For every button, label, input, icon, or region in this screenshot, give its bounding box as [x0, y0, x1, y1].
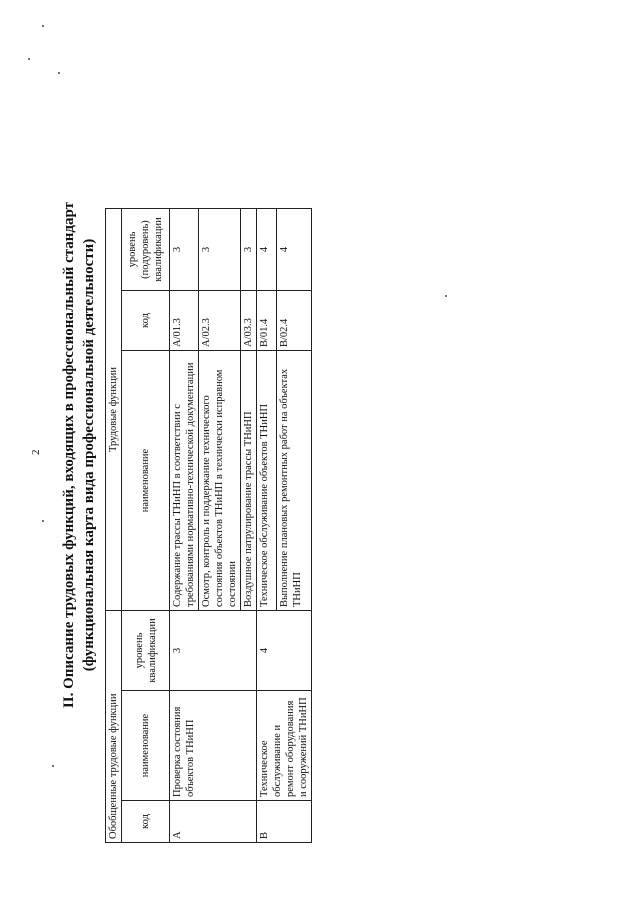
labor-code: B/02.4: [276, 291, 311, 351]
table-group-header-row: [106, 209, 122, 843]
header-generalized-functions: Обобщенные трудовые функции: [106, 611, 122, 843]
section-subtitle: (функциональная карта вида профессиональной деятельности): [81, 238, 97, 672]
scan-speck: [28, 58, 30, 60]
page-number: 2: [30, 449, 42, 455]
functional-map-table: [105, 208, 312, 843]
labor-level: 4: [276, 209, 311, 291]
table-row: [170, 209, 199, 843]
header-name: наименование: [122, 691, 170, 801]
gen-level: 3: [170, 611, 257, 691]
section-title: II. Описание трудовых функций, входящих в профессиональный стандарт: [61, 201, 77, 709]
labor-level: 3: [199, 209, 241, 291]
labor-name: Осмотр, контроль и поддержание технического состояния объектов ТНиНП в технически исправном состоянии: [199, 351, 241, 611]
header-labor-functions: Трудовые функции: [106, 209, 122, 611]
gen-code: A: [170, 801, 257, 843]
labor-name: Воздушное патрулирование трассы ТНиНП: [241, 351, 257, 611]
labor-code: A/02.3: [199, 291, 241, 351]
labor-level: 4: [257, 209, 277, 291]
table-row: [257, 209, 277, 843]
scan-speck: [52, 765, 54, 767]
scan-speck: [42, 520, 44, 522]
labor-name: Выполнение плановых ремонтных работ на объектах ТНиНП: [276, 351, 311, 611]
header-labor-name: наименование: [122, 351, 170, 611]
gen-level: 4: [257, 611, 312, 691]
labor-code: A/01.3: [170, 291, 199, 351]
labor-name: Содержание трассы ТНиНП в соответствии с требованиями нормативно-технической документации: [170, 351, 199, 611]
table-column-header-row: [122, 209, 170, 843]
labor-level: 3: [241, 209, 257, 291]
labor-level: 3: [170, 209, 199, 291]
labor-code: A/03.3: [241, 291, 257, 351]
labor-code: B/01.4: [257, 291, 277, 351]
header-level: уровень квалификации: [122, 611, 170, 691]
gen-code: B: [257, 801, 312, 843]
scan-speck: [42, 25, 44, 27]
labor-name: Техническое обслуживание объектов ТНиНП: [257, 351, 277, 611]
rotated-page-content: [60, 55, 500, 855]
header-labor-code: код: [122, 291, 170, 351]
gen-name: Проверка состояния объектов ТНиНП: [170, 691, 257, 801]
header-code: код: [122, 801, 170, 843]
gen-name: Техническое обслуживание и ремонт оборудования и сооружений ТНиНП: [257, 691, 312, 801]
header-labor-level: уровень (подуровень) квалификации: [122, 209, 170, 291]
